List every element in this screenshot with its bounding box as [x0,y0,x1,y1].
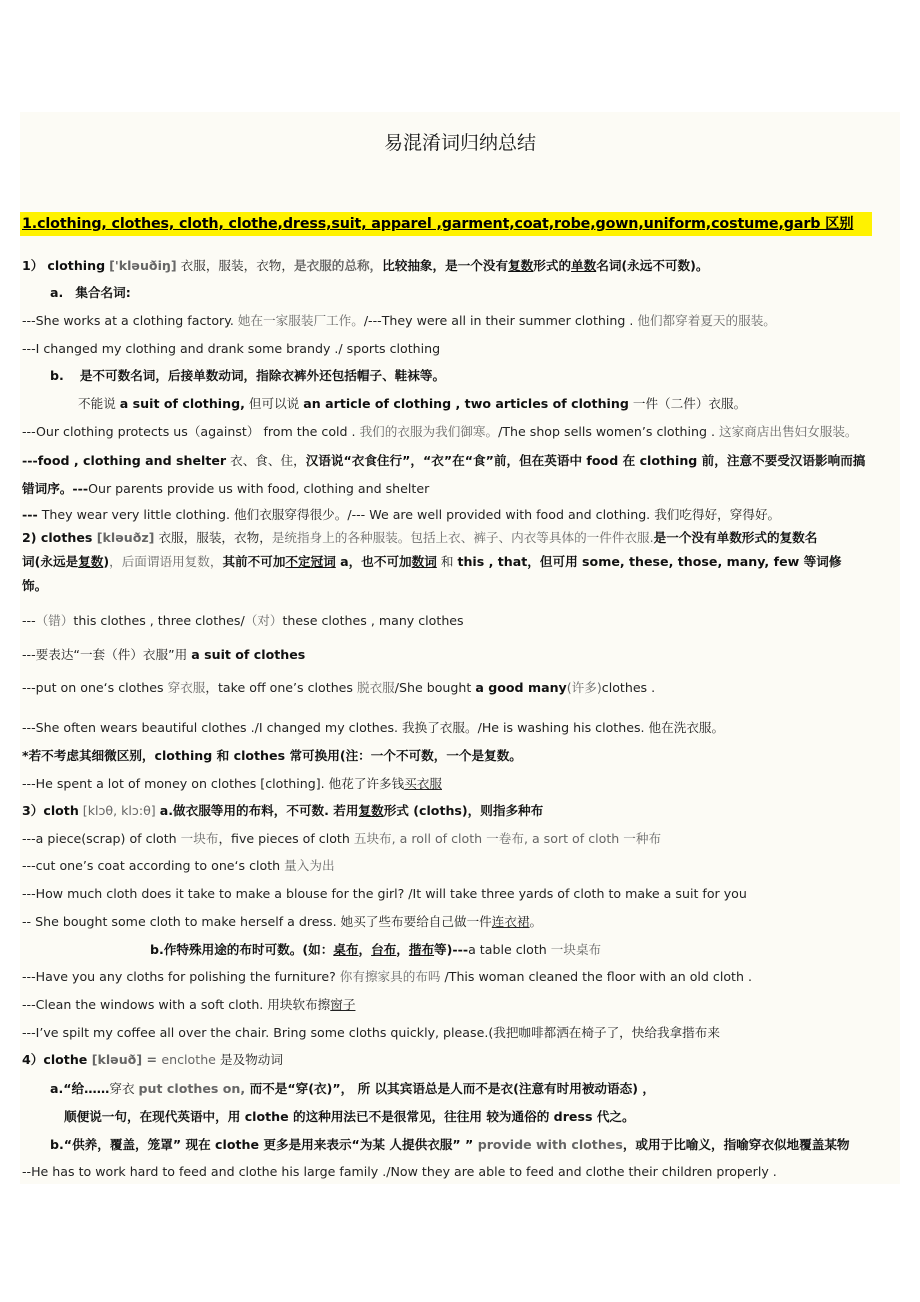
line-example [22,679,655,697]
text: 一块布 [180,831,219,846]
page-title: 易混淆词归纳总结 [383,132,536,154]
line-example [22,423,858,441]
text: 比较抽象，是一个没有 [382,258,509,273]
text: /---They were all in their summer clothing . [363,313,638,328]
text: 你有擦家具的布吗 [339,969,441,984]
text: 是一个没有单数形式的复数名 [653,530,818,545]
text: 复数 [78,554,104,569]
text: a.“给…… [50,1081,110,1096]
text: a suit of clothes [191,647,306,662]
text: an article of clothing , two articles of clothing [303,396,629,411]
line-note [22,747,522,765]
meaning: 衣服，服装，衣物， [176,258,294,273]
word: 2) clothes [22,530,97,545]
line-example [22,612,464,630]
text: 她在一家服装厂工作。 [237,313,364,328]
text: 单数 [571,258,597,273]
text: 台布 [371,942,397,957]
text: --- [22,507,38,522]
text: 穿衣服 [167,680,206,695]
line-example: ---I’ve spilt my coffee all over the chair. Bring some cloths quickly, please.(我把咖啡都洒在椅子了，快给我拿揩布来 [22,1025,720,1040]
line-clothe-b [50,1136,850,1154]
text: ---He spent a lot of money on clothes [clothing]. 他花了许多钱 [22,776,405,791]
text: --- [22,453,38,468]
phonetic: [kləuð] = [87,1052,162,1067]
text: 名词(永远不可数)。 [596,258,709,273]
line-b [50,367,445,385]
line-note [78,395,746,413]
text: 但可以说 [244,396,304,411]
phonetic: [klɔθ, klɔ:θ] [78,803,160,818]
text: clothes . [601,680,656,695]
text: ，take off one’s clothes [205,680,357,695]
text: (许多) [566,680,602,695]
line-example [22,913,542,931]
text: 等)--- [434,942,469,957]
text: （对） [244,613,283,628]
text: ， [396,942,409,957]
line-example [22,830,661,848]
text: 错词序。--- [22,481,89,496]
line-example [22,646,305,664]
line-clothing-def [22,257,709,275]
line-clothe-a2 [64,1108,635,1126]
line-example [22,996,355,1014]
line-clothes-def [22,553,841,571]
line-clothe-def [22,1051,283,1069]
text: , a roll of cloth 一卷布, a sort of cloth 一种布 [391,831,662,846]
text: 复数 [508,258,534,273]
text: 衣、食、住， [226,453,306,468]
text: ---cut one’s coat according to one‘s cloth [22,858,285,873]
line-clothes-def [22,577,47,595]
text: provide with clothes [477,1137,623,1152]
text: They wear very little clothing. 他们衣服穿得很少。/--- We are well provided with food and clothing. 我们吃得好，穿得好。 [37,507,781,522]
text: 他们都穿着夏天的服装。 [637,313,776,328]
line-example [22,506,780,524]
text: ---Clean the windows with a soft cloth. 用块软布擦 [22,997,331,1012]
line-example: --He has to work hard to feed and clothe his large family ./Now they are able to feed and clothe their children properly . [22,1164,777,1179]
text: 是及物动词 [215,1052,283,1067]
word: cloth [43,803,79,818]
text: ---a piece(scrap) of cloth [22,831,181,846]
text: a. [159,803,173,818]
word: clothing [47,258,106,273]
text: ---She works at a clothing factory. [22,313,238,328]
text: 一块桌布 [550,942,602,957]
line-example [22,775,442,793]
phonetic: ['kləuðiŋ] [109,258,177,273]
line-example [22,452,865,470]
text: ---Have you any cloths for polishing the furniture? [22,969,340,984]
line-clothe-a [50,1080,655,1098]
line-example: ---I changed my clothing and drank some brandy ./ sports clothing [22,341,441,356]
word: clothe [43,1052,88,1067]
num: 1） [22,258,44,273]
text: 其前不可加 [222,554,286,569]
section-heading: 1.clothing, clothes, cloth, clothe,dress,suit, apparel ,garment,coat,robe,gown,uniform,costume,garb 区别 [22,216,854,232]
text: 。 [529,914,543,929]
phonetic: [kləuðz] [96,530,155,545]
text: 我们的衣服为我们御寒。 [359,424,499,439]
text: ，或用于比喻义，指喻穿衣似地覆盖某物 [622,1137,850,1152]
text: 桌布 [333,942,359,957]
text: --- [22,613,36,628]
label: b. [150,942,164,957]
line-example [22,857,335,875]
num: 3） [22,803,44,818]
text: 顺便说一句，在现代英语中，用 clothe 的这种用法已不是很常见，往往用 较为通俗的 dress 代之。 [64,1109,635,1124]
text: a suit of clothing, [119,396,245,411]
text: 若用 [328,803,359,818]
text: enclothe [161,1052,216,1067]
text: 复数 [358,803,384,818]
text: 脱衣服 [356,680,395,695]
text: 作特殊用途的布时可数。(如： [163,942,334,957]
line-cloth-def [22,802,543,820]
text: 窗子 [330,997,356,1012]
text: 形式的 [533,258,572,273]
text: 数词 [411,554,437,569]
text: 买衣服 [404,776,442,791]
text: *若不考虑其细微区别，clothing 和 clothes 常可换用(注：一个不可数，一个是复数。 [22,748,522,763]
text: 量入为出 [284,858,335,873]
text: put clothes on, [138,1081,246,1096]
text: 是统指身上的各种服装。包括上衣、裤子、内衣等具体的一件件衣服. [271,530,654,545]
label: b. [50,368,64,383]
text: 是衣服的总称， [293,258,383,273]
text: 不能说 [78,396,120,411]
text: 形式 (cloths)，则指多种布 [383,803,544,818]
text: food , clothing and shelter [37,453,227,468]
text: 五块布 [353,831,392,846]
text: ，后面谓语用复数， [109,554,223,569]
text: /She bought [394,680,476,695]
text: （错） [35,613,74,628]
num: 4） [22,1052,44,1067]
text: 不定冠词 [285,554,336,569]
text: a，也不可加 [335,554,412,569]
text: /The shop sells women’s clothing . [498,424,719,439]
text: 集合名词: [75,285,131,300]
line-example [22,968,752,986]
text: 饰。 [22,578,48,593]
text: 一件（二件）衣服。 [628,396,747,411]
text: this clothes , three clothes/ [73,613,245,628]
label: a. [50,285,64,300]
text: 汉语说“衣食住行”，“衣”在“食”前，但在英语中 food 在 clothing 前，注意不要受汉语影响而搞 [305,453,866,468]
text: a good many [475,680,567,695]
text: Our parents provide us with food, clothing and shelter [88,481,430,496]
text: 这家商店出售妇女服装。 [718,424,858,439]
text: these clothes , many clothes [282,613,464,628]
meaning: 衣服，服装，衣物， [154,530,272,545]
line-clothes-def [22,529,817,547]
text: 连衣裙 [491,914,530,929]
text: 揩布 [408,942,435,957]
text: this , that，但可用 some, these, those, many, few 等词修 [457,554,842,569]
text: ， [358,942,372,957]
line-a [50,284,131,302]
line-example [22,480,429,498]
text: ) [103,554,110,569]
text: ，five pieces of cloth [218,831,354,846]
text: 做衣服等用的布料，不可数. [173,803,329,818]
text: 是不可数名词，后接单数动词，指除衣裤外还包括帽子、鞋袜等。 [79,368,446,383]
text: a table cloth [468,942,551,957]
line-example: ---How much cloth does it take to make a blouse for the girl? /It will take three yards of cloth to make a suit for you [22,886,747,901]
text: ---Our clothing protects us（against） from the cold . [22,424,360,439]
text: b.“供养，覆盖，笼罩” 现在 clothe 更多是用来表示“为某 人提供衣服” ” [50,1137,478,1152]
text: 词(永远是 [22,554,79,569]
text: 和 [436,554,458,569]
line-cloth-b [150,941,601,959]
text: -- She bought some cloth to make herself a dress. 她买了些布要给自己做一件 [22,914,492,929]
text: 穿衣 [109,1081,139,1096]
text: ---put on one‘s clothes [22,680,168,695]
line-example: ---She often wears beautiful clothes ./I changed my clothes. 我换了衣服。/He is washing his clothes. 他在洗衣服。 [22,720,725,735]
line-example [22,312,776,330]
text: ---要表达“一套（件）衣服”用 [22,647,192,662]
text: /This woman cleaned the floor with an old cloth . [440,969,752,984]
text: 而不是“穿(衣)”， 所 以其宾语总是人而不是衣(注意有时用被动语态) ， [245,1081,655,1096]
